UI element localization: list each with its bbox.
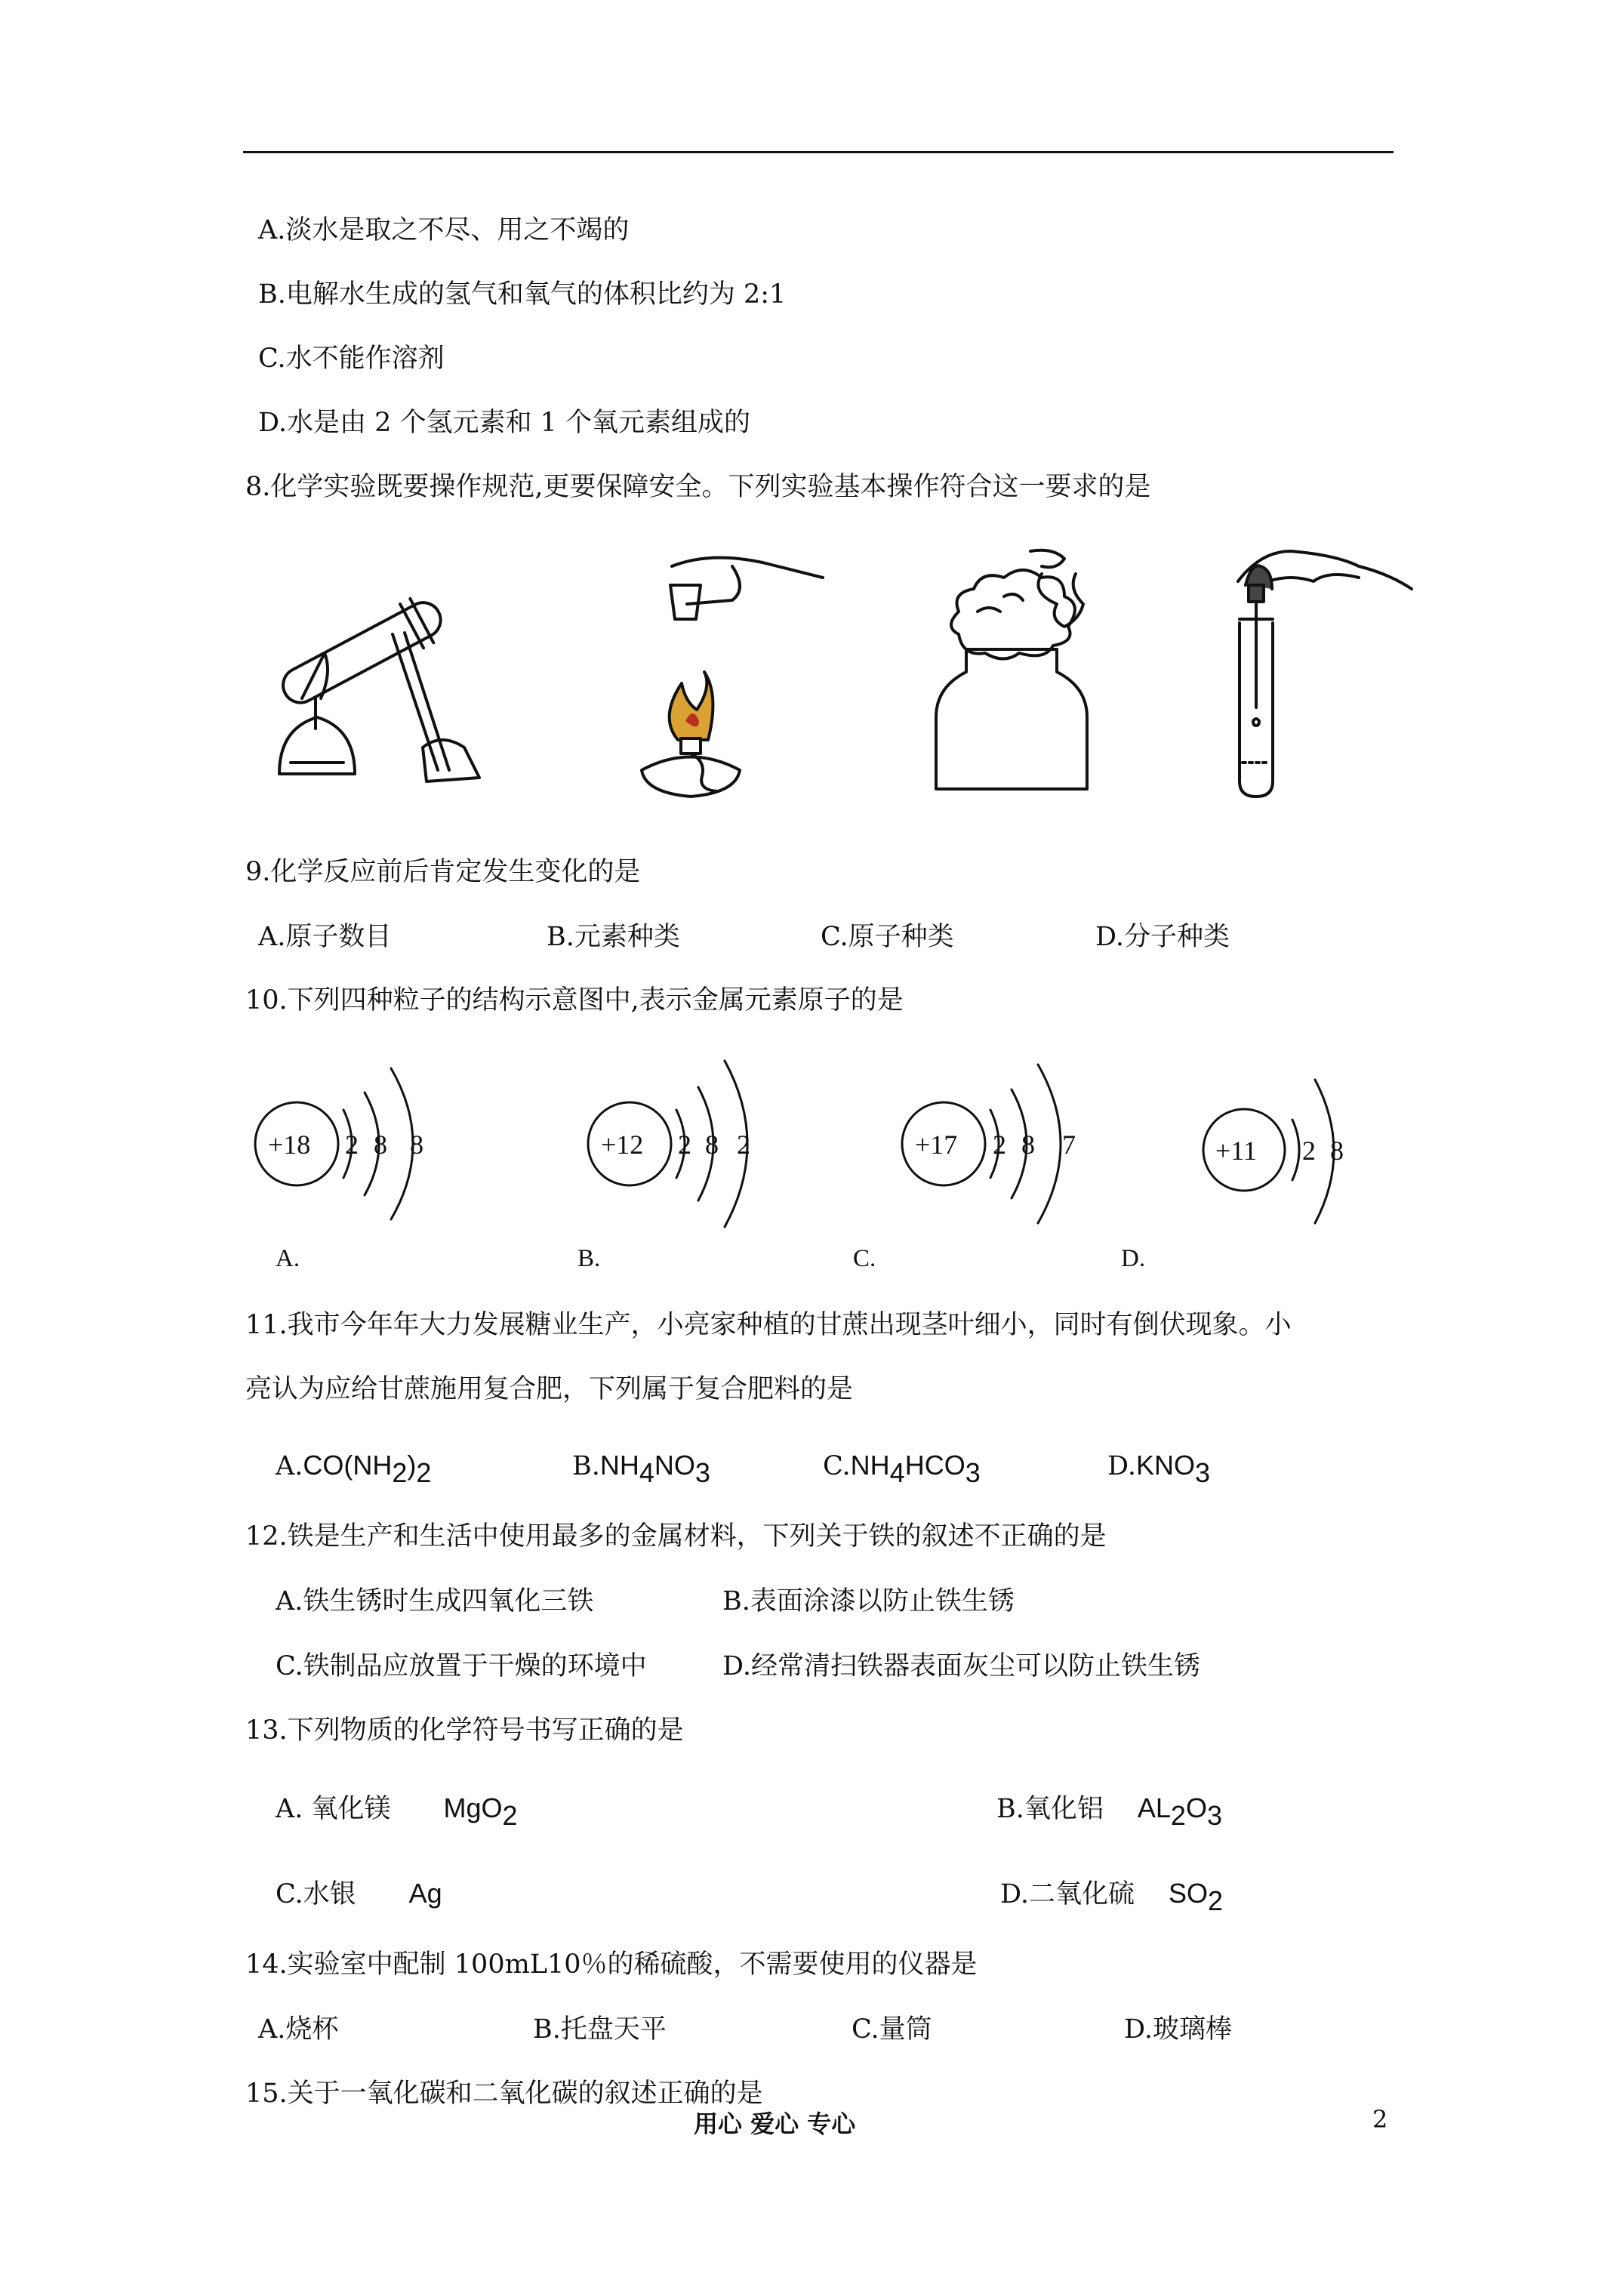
q11-option-d: $D.KNO_3$	[1107, 1450, 1210, 1489]
q14-option-b: B.托盘天平	[533, 2014, 667, 2045]
q12-option-b: B.表面涂漆以防止铁生锈	[722, 1586, 1015, 1616]
atom-b-label: B.	[577, 1245, 601, 1272]
atom-diagram-c	[842, 1038, 1076, 1287]
atom-c-shell-1: 2	[993, 1130, 1006, 1160]
q9-option-b: B.元素种类	[547, 922, 680, 952]
atom-diagram-d	[1117, 1038, 1359, 1287]
q12-option-c: C.铁制品应放置于干燥的环境中	[276, 1651, 647, 1681]
q11-stem-line-1: 11.我市今年年大力发展糖业生产，小亮家种植的甘蔗出现茎叶细小，同时有倒伏现象。小	[245, 1310, 1292, 1340]
q12-stem: 12.铁是生产和生活中使用最多的金属材料，下列关于铁的叙述不正确的是	[245, 1521, 1107, 1552]
atom-diagram-a	[245, 1038, 457, 1287]
q15-stem: 15.关于一氧化碳和二氧化碳的叙述正确的是	[245, 2079, 763, 2109]
q14-option-a: A.烧杯	[258, 2014, 339, 2045]
q13-option-a: A. 氧化镁 MgO$_2$	[276, 1792, 518, 1832]
atom-c-shell-2: 8	[1021, 1130, 1035, 1160]
q14-option-c: C.量筒	[852, 2014, 932, 2045]
q13-option-c: C.水银 Ag	[276, 1878, 442, 1909]
atom-a-shell-3: 8	[410, 1130, 423, 1160]
atom-diagram-b	[544, 1038, 770, 1287]
atom-d-label: D.	[1121, 1245, 1146, 1272]
atom-a-shell-2: 8	[374, 1130, 387, 1160]
page-number: 2	[1372, 2105, 1388, 2134]
atom-b-nucleus: +12	[601, 1130, 644, 1160]
q13-option-b: B.氧化铝 $AL_2O_3$	[996, 1792, 1222, 1832]
q9-option-c: C.原子种类	[821, 922, 954, 952]
q8-stem: 8.化学实验既要操作规范,更要保障安全。下列实验基本操作符合这一要求的是	[245, 472, 1151, 502]
atom-b-shell-2: 8	[705, 1130, 719, 1160]
q11-stem-line-2: 亮认为应给甘蔗施用复合肥，下列属于复合肥料的是	[245, 1374, 854, 1404]
dropper-figure	[1223, 540, 1412, 800]
atom-d-shell-2: 8	[1330, 1136, 1344, 1166]
q14-option-d: D.玻璃棒	[1124, 2014, 1232, 2045]
atom-a-label: A.	[276, 1245, 300, 1272]
header-rule	[243, 151, 1394, 153]
q7-option-d: D.水是由 2 个氢元素和 1 个氧元素组成的	[258, 408, 750, 438]
q11-option-b: $B.NH_4NO_3$	[572, 1450, 710, 1489]
q13-stem: 13.下列物质的化学符号书写正确的是	[245, 1715, 684, 1746]
atom-a-shell-1: 2	[345, 1130, 359, 1160]
atom-d-shell-1: 2	[1302, 1136, 1316, 1166]
atom-c-shell-3: 7	[1062, 1130, 1076, 1160]
q7-option-a: A.淡水是取之不尽、用之不竭的	[258, 215, 630, 245]
footer-motto: 用心 爱心 专心	[694, 2110, 856, 2138]
atom-a-nucleus: +18	[268, 1130, 311, 1160]
q7-option-c: C.水不能作溶剂	[258, 344, 445, 374]
atom-c-nucleus: +17	[915, 1130, 958, 1160]
q14-stem: 14.实验室中配制 100mL10％的稀硫酸，不需要使用的仪器是	[245, 1949, 978, 1980]
q10-stem: 10.下列四种粒子的结构示意图中,表示金属元素原子的是	[245, 985, 904, 1015]
q9-option-a: A.原子数目	[258, 922, 392, 952]
q11-option-c: $C.NH_4HCO_3$	[823, 1450, 981, 1489]
atom-b-shell-3: 2	[737, 1130, 750, 1160]
atom-b-shell-1: 2	[678, 1130, 691, 1160]
q12-option-d: D.经常清扫铁器表面灰尘可以防止铁生锈	[722, 1651, 1200, 1681]
q9-option-d: D.分子种类	[1095, 922, 1230, 952]
smelling-gas-figure	[932, 544, 1129, 800]
heating-test-tube-figure	[264, 544, 491, 785]
atom-c-label: C.	[853, 1245, 876, 1272]
q11-option-a: $A.CO(NH_2)_2$	[276, 1450, 432, 1489]
alcohol-lamp-figure	[619, 544, 845, 800]
q9-stem: 9.化学反应前后肯定发生变化的是	[245, 857, 641, 887]
atom-d-nucleus: +11	[1215, 1136, 1257, 1166]
q7-option-b: B.电解水生成的氢气和氧气的体积比约为 2:1	[258, 279, 787, 310]
q13-option-d: D.二氧化硫 $SO_2$	[1000, 1878, 1223, 1917]
q12-option-a: A.铁生锈时生成四氧化三铁	[276, 1586, 594, 1616]
